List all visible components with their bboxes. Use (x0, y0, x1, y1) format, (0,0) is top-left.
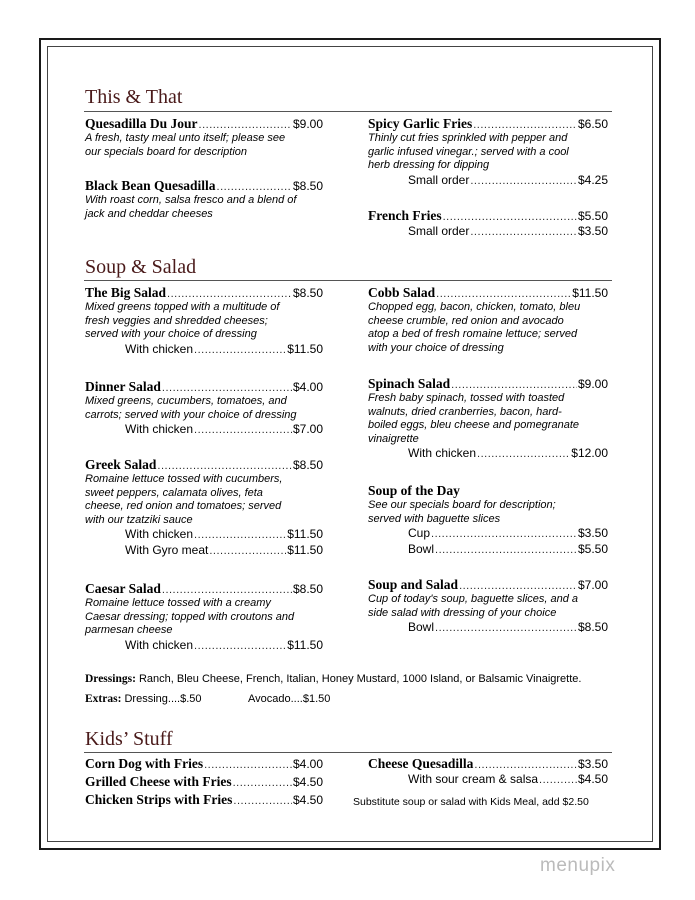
item-name: Spinach Salad (368, 376, 451, 391)
menu-item-caesar-salad (85, 581, 323, 654)
option-label: With chicken (125, 341, 194, 356)
item-option (368, 173, 608, 189)
menu-item-big-salad (85, 285, 323, 358)
item-description: Fresh baby spinach, tossed with toasted (368, 392, 565, 404)
option-label: With sour cream & salsa (408, 772, 539, 786)
option-price: $11.50 (287, 543, 323, 557)
item-price: $5.50 (577, 209, 608, 223)
item-description: sweet peppers, calamata olives, feta (85, 486, 263, 499)
item-description: Romaine lettuce tossed with cucumbers, (85, 473, 283, 485)
item-price: $8.50 (292, 286, 323, 300)
item-description: walnuts, dried cranberries, bacon, hard- (368, 405, 562, 418)
item-price: $11.50 (572, 286, 608, 300)
menu-item-spicy-garlic-fries (368, 116, 608, 189)
section-title-soup-salad: Soup & Salad (85, 256, 197, 278)
item-description: A fresh, tasty meal unto itself; please see (85, 132, 286, 144)
item-name: French Fries (368, 208, 442, 223)
item-description: parmesan cheese (85, 624, 173, 636)
item-price: $4.50 (292, 793, 323, 807)
section-title-kids-stuff: Kids’ Stuff (85, 728, 173, 750)
item-description: cheese crumble, red onion and avocado (368, 314, 564, 327)
item-description: vinaigrette (368, 432, 419, 445)
item-option (368, 224, 608, 240)
menu-item-dinner-salad (85, 379, 323, 438)
option-price: $7.00 (292, 422, 323, 436)
item-price: $4.50 (292, 775, 323, 789)
dressings-list: Ranch, Bleu Cheese, French, Italian, Honey Mustard, 1000 Island, or Balsamic Vinaigrette. (138, 673, 582, 685)
item-name: Cobb Salad (368, 285, 436, 300)
item-description: herb dressing for dipping (368, 159, 490, 171)
watermark-logo: menupix (540, 855, 616, 876)
item-price: $4.00 (292, 757, 323, 771)
item-price: $4.00 (292, 380, 323, 394)
item-option (85, 422, 323, 438)
item-name: Cheese Quesadilla (368, 756, 474, 771)
item-description: Romaine lettuce tossed with a creamy (85, 597, 271, 609)
item-option (85, 638, 323, 654)
item-option (368, 620, 608, 636)
extras-avocado: Avocado....$1.50 (248, 693, 331, 705)
item-description: boiled eggs, bleu cheese and pomegranate (368, 419, 579, 431)
item-name: Dinner Salad (85, 379, 161, 394)
item-description: with our tzatziki sauce (85, 513, 193, 526)
menu-item-corn-dog (85, 756, 323, 772)
option-label: With chicken (125, 527, 194, 541)
option-price: $4.25 (577, 172, 608, 187)
item-option (368, 772, 608, 788)
item-name: The Big Salad (85, 285, 167, 300)
item-name: Corn Dog with Fries (85, 756, 204, 771)
option-label: Small order (408, 172, 470, 187)
item-price: $8.50 (292, 458, 323, 472)
item-price: $8.50 (292, 582, 323, 596)
option-price: $12.00 (571, 446, 608, 460)
item-description: Cup of today's soup, baguette slices, and a (368, 593, 579, 605)
menu-item-cheese-quesadilla (368, 756, 608, 788)
item-option (85, 527, 323, 543)
option-label: Small order (408, 224, 470, 238)
menu-item-spinach-salad (368, 376, 608, 462)
item-price: $3.50 (577, 757, 608, 771)
item-option (368, 542, 608, 558)
item-name: Spicy Garlic Fries (368, 116, 473, 131)
option-price: $3.50 (577, 224, 608, 238)
menu-item-black-bean-quesadilla (85, 178, 323, 221)
section-divider (84, 111, 612, 112)
item-description: Mixed greens, cucumbers, tomatoes, and (85, 395, 287, 407)
option-label: Bowl (408, 542, 435, 556)
item-description: served with baguette slices (368, 512, 501, 525)
item-description: with your choice of dressing (368, 341, 504, 354)
item-name: Chicken Strips with Fries (85, 792, 233, 807)
item-price: $9.00 (292, 117, 323, 131)
menu-item-soup-and-salad (368, 577, 608, 636)
section-divider (84, 280, 612, 281)
item-description: carrots; served with your choice of dressing (85, 408, 297, 421)
item-description: Thinly cut fries sprinkled with pepper and (368, 132, 568, 144)
section-title-this-that: This & That (85, 86, 183, 108)
item-name: Black Bean Quesadilla (85, 178, 216, 193)
option-price: $11.50 (287, 527, 323, 541)
item-name: Soup and Salad (368, 577, 459, 592)
dressings-note (85, 673, 581, 685)
option-label: Bowl (408, 620, 435, 634)
item-description: atop a bed of fresh romaine lettuce; served (368, 328, 578, 340)
menu-item-greek-salad (85, 457, 323, 559)
item-name: Quesadilla Du Jour (85, 116, 198, 131)
option-price: $8.50 (577, 620, 608, 634)
kids-substitute-note: Substitute soup or salad with Kids Meal, add $2.50 (353, 796, 589, 808)
item-description: garlic infused vinegar.; served with a cool (368, 145, 569, 158)
menu-item-grilled-cheese (85, 774, 323, 790)
option-label: Cup (408, 526, 431, 540)
item-name: Soup of the Day (368, 483, 460, 498)
item-description: side salad with dressing of your choice (368, 606, 557, 619)
option-price: $11.50 (287, 637, 323, 652)
item-description: our specials board for description (85, 145, 248, 158)
item-price: $6.50 (577, 117, 608, 131)
item-price: $9.00 (577, 377, 608, 391)
extras-dressing: Dressing....$.50 (124, 693, 202, 705)
option-label: With Gyro meat (125, 543, 209, 557)
item-option (85, 543, 323, 559)
option-label: With chicken (125, 637, 194, 652)
item-description: Chopped egg, bacon, chicken, tomato, bleu (368, 301, 581, 313)
menu-item-french-fries (368, 208, 608, 240)
option-price: $11.50 (287, 341, 323, 356)
item-option (368, 526, 608, 542)
menu-item-quesadilla-du-jour (85, 116, 323, 159)
extras-label: Extras: (85, 693, 122, 705)
item-name: Grilled Cheese with Fries (85, 774, 232, 789)
item-price: $7.00 (577, 578, 608, 592)
section-divider (84, 752, 612, 753)
item-name: Caesar Salad (85, 581, 161, 596)
extras-note (85, 693, 202, 705)
menu-item-soup-of-the-day (368, 483, 608, 558)
item-description: cheese, red onion and tomatoes; served (85, 500, 282, 512)
item-description: served with your choice of dressing (85, 328, 257, 340)
menu-item-cobb-salad (368, 285, 608, 355)
item-price: $8.50 (292, 179, 323, 193)
item-description: fresh veggies and shredded cheeses; (85, 314, 268, 327)
item-name: Greek Salad (85, 457, 157, 472)
option-price: $5.50 (577, 542, 608, 556)
option-label: With chicken (408, 446, 477, 460)
item-description: See our specials board for description; (368, 499, 556, 511)
item-description: jack and cheddar cheeses (85, 207, 213, 220)
menu-item-chicken-strips (85, 792, 323, 808)
option-price: $4.50 (577, 772, 608, 786)
item-option (368, 446, 608, 462)
dressings-label: Dressings: (85, 673, 136, 685)
option-label: With chicken (125, 422, 194, 436)
option-price: $3.50 (577, 526, 608, 540)
item-description: Caesar dressing; topped with croutons and (85, 610, 295, 623)
item-description: With roast corn, salsa fresco and a blend of (85, 194, 297, 206)
item-description: Mixed greens topped with a multitude of (85, 301, 280, 313)
item-option (85, 342, 323, 358)
